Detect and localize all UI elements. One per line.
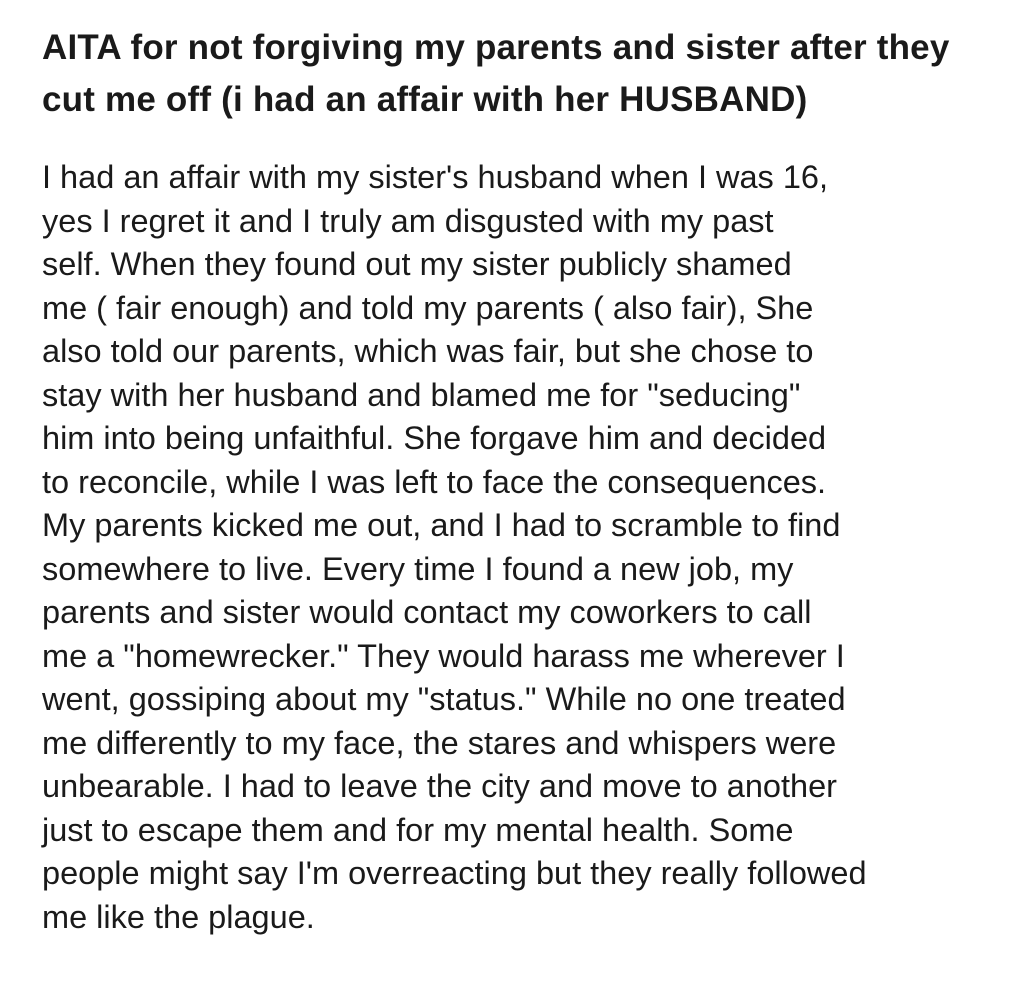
post [42,22,1002,939]
post-title: AITA for not forgiving my parents and sister after they cut me off (i had an affair with her HUSBAND) [42,28,950,119]
post-body: I had an affair with my sister's husband when I was 16, yes I regret it and I truly am disgusted with my past self. When they found out my sister publicly shamed me ( fair enough) and told my parents ( also fair), She also told our parents, which was fair, but she chose to stay with her husband and blamed me for "seducing" him into being unfaithful. She forgave him and decided to reconcile, while I was left to face the consequences. My parents kicked me out, and I had to scramble to find somewhere to live. Every time I found a new job, my parents and sister would contact my coworkers to call me a "homewrecker." They would harass me wherever I went, gossiping about my "status." While no one treated me differently to my face, the stares and whispers were unbearable. I had to leave the city and move to another just to escape them and for my mental health. Some people might say I'm overreacting but they really followed me like the plague. [42,159,867,935]
